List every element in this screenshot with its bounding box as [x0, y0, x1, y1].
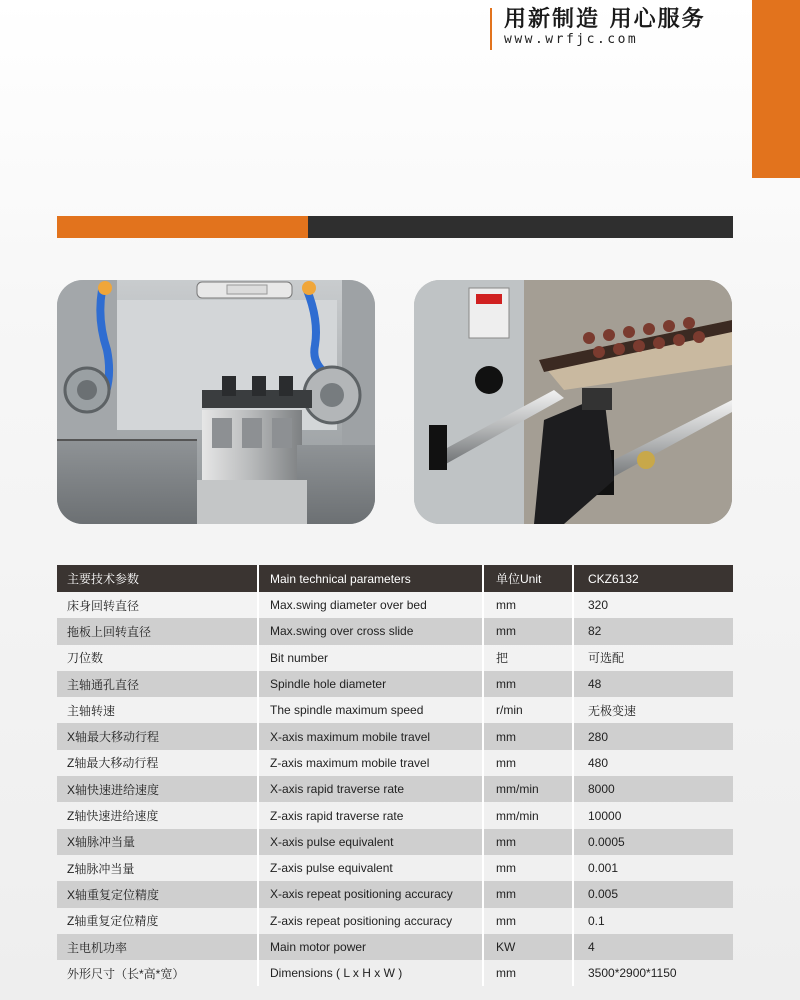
table-row: [57, 697, 733, 723]
param-cn: Z轴最大移动行程: [67, 756, 159, 771]
param-unit: mm: [482, 855, 572, 881]
param-en: Z-axis rapid traverse rate: [257, 802, 482, 828]
table-body: [57, 592, 733, 986]
param-cn: 刀位数: [67, 651, 104, 666]
slogan: 用新制造 用心服务: [504, 7, 706, 32]
param-en: Main motor power: [257, 934, 482, 960]
param-unit: mm: [482, 592, 572, 618]
param-cn: 外形尺寸（长*高*宽）: [67, 966, 185, 981]
param-value: 280: [572, 723, 733, 749]
param-cn: 主轴转速: [67, 703, 116, 718]
divider-dark-segment: [308, 216, 733, 238]
param-value: 3500*2900*1150: [572, 960, 733, 986]
section-divider-bar: [57, 216, 733, 238]
param-unit: mm: [482, 723, 572, 749]
table-row: [57, 592, 733, 618]
param-value: 480: [572, 750, 733, 776]
header-cell-model: CKZ6132: [572, 565, 733, 592]
param-value: 8000: [572, 776, 733, 802]
param-unit: KW: [482, 934, 572, 960]
table-row: [57, 802, 733, 828]
param-cn: X轴脉冲当量: [67, 835, 136, 850]
param-value: 0.0005: [572, 829, 733, 855]
param-value: 0.1: [572, 908, 733, 934]
param-cn: Z轴快速进给速度: [67, 809, 159, 824]
param-en: Bit number: [257, 645, 482, 671]
param-unit: mm/min: [482, 802, 572, 828]
table-row: [57, 934, 733, 960]
param-en: Max.swing over cross slide: [257, 618, 482, 644]
table-row: [57, 855, 733, 881]
param-cn: 床身回转直径: [67, 598, 140, 613]
lathe-interior-photo: [57, 280, 375, 524]
param-en: Dimensions ( L x H x W ): [257, 960, 482, 986]
brand-header: [490, 8, 706, 50]
param-cn: X轴最大移动行程: [67, 730, 160, 745]
param-unit: mm: [482, 960, 572, 986]
param-en: The spindle maximum speed: [257, 697, 482, 723]
param-cn: Z轴脉冲当量: [67, 861, 135, 876]
param-cn: X轴快速进给速度: [67, 782, 160, 797]
table-row: [57, 671, 733, 697]
table-row: [57, 618, 733, 644]
table-row: [57, 908, 733, 934]
param-unit: 把: [482, 645, 572, 671]
param-value: 48: [572, 671, 733, 697]
param-unit: mm: [482, 750, 572, 776]
param-unit: mm: [482, 908, 572, 934]
param-cn: Z轴重复定位精度: [67, 914, 159, 929]
website-url: www.wrfjc.com: [504, 32, 639, 47]
param-value: 0.001: [572, 855, 733, 881]
param-value: 无极变速: [572, 697, 733, 723]
param-cn: X轴重复定位精度: [67, 887, 160, 902]
param-unit: mm: [482, 881, 572, 907]
param-unit: mm: [482, 618, 572, 644]
param-cn: 拖板上回转直径: [67, 624, 152, 639]
param-en: X-axis rapid traverse rate: [257, 776, 482, 802]
param-en: Spindle hole diameter: [257, 671, 482, 697]
param-value: 4: [572, 934, 733, 960]
param-en: Z-axis maximum mobile travel: [257, 750, 482, 776]
param-cn: 主轴通孔直径: [67, 677, 140, 692]
table-row: [57, 881, 733, 907]
table-header-row: [57, 565, 733, 592]
header-cell-cn: 主要技术参数: [67, 572, 140, 586]
param-unit: mm: [482, 829, 572, 855]
table-row: [57, 750, 733, 776]
param-en: Z-axis repeat positioning accuracy: [257, 908, 482, 934]
param-en: X-axis maximum mobile travel: [257, 723, 482, 749]
table-row: [57, 723, 733, 749]
param-value: 可选配: [572, 645, 733, 671]
param-en: X-axis repeat positioning accuracy: [257, 881, 482, 907]
param-value: 10000: [572, 802, 733, 828]
param-en: Max.swing diameter over bed: [257, 592, 482, 618]
header-cell-unit: 单位Unit: [482, 565, 572, 592]
param-value: 82: [572, 618, 733, 644]
header-cell-en: Main technical parameters: [257, 565, 482, 592]
param-unit: mm/min: [482, 776, 572, 802]
orange-corner-tab: [752, 0, 800, 178]
table-row: [57, 645, 733, 671]
param-unit: mm: [482, 671, 572, 697]
param-unit: r/min: [482, 697, 572, 723]
param-value: 320: [572, 592, 733, 618]
param-en: X-axis pulse equivalent: [257, 829, 482, 855]
param-cn: 主电机功率: [67, 940, 128, 955]
table-row: [57, 829, 733, 855]
table-row: [57, 960, 733, 986]
param-value: 0.005: [572, 881, 733, 907]
loader-photo: [414, 280, 732, 524]
technical-parameters-table: [57, 565, 733, 986]
param-en: Z-axis pulse equivalent: [257, 855, 482, 881]
divider-orange-segment: [57, 216, 308, 238]
table-row: [57, 776, 733, 802]
